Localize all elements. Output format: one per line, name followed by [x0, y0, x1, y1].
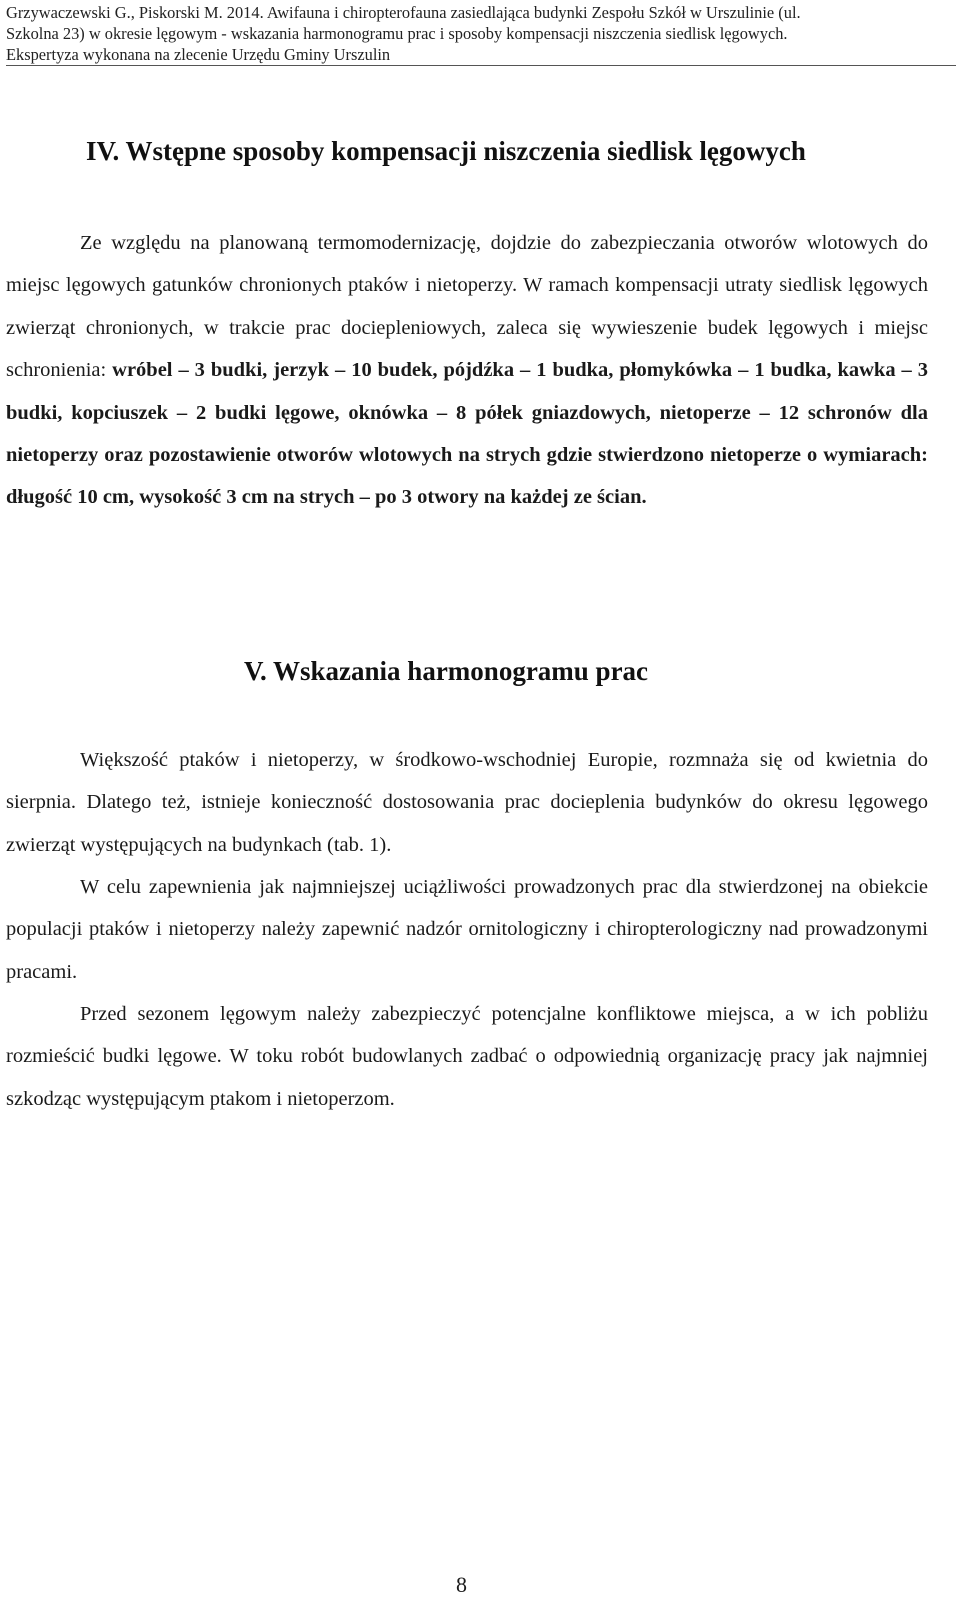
section-heading: V. Wskazania harmonogramu prac [244, 656, 649, 686]
paragraph-bold-text: wróbel – 3 budki, jerzyk – 10 budek, pójdźka – 1 budka, płomykówka – 1 budka, kawka – 3 budki, kopciuszek – 2 budki lęgowe, oknówka – 8 półek gniazdowych, nietoperze – 12 schronów dla nietoperzy oraz pozostawienie otworów wlotowych na strych gdzie stwierdzono nietoperze o wymiarach: długość 10 cm, wysokość 3 cm na strych – po 3 otwory na każdej ze ścian. [6, 359, 928, 509]
paragraph-text: Przed sezonem lęgowym należy zabezpieczyć potencjalne konfliktowe miejsca, a w ich pobliżu rozmieścić budki lęgowe. W toku robót budowlanych zadbać o odpowiednią organizację pracy jak najmniej szkodząc występującym ptakom i nietoperzom. [6, 1003, 928, 1110]
paragraph-text: W celu zapewnienia jak najmniejszej uciążliwości prowadzonych prac dla stwierdzonej na obiekcie populacji ptaków i nietoperzy należy zapewnić nadzór ornitologiczny i chiropterologiczny nad prowadzonymi pracami. [6, 876, 928, 983]
paragraph [6, 993, 928, 1120]
header-line: Szkolna 23) w okresie lęgowym - wskazania harmonogramu prac i sposoby kompensacji niszczenia siedlisk lęgowych. [6, 24, 788, 43]
paragraph-text: Większość ptaków i nietoperzy, w środkowo-wschodniej Europie, rozmnaża się od kwietnia do sierpnia. Dlatego też, istnieje konieczność dostosowania prac docieplenia budynków do okresu lęgowego zwierząt występujących na budynkach (tab. 1). [6, 749, 928, 856]
paragraph-text: Ze względu na planowaną termomodernizację, dojdzie do zabezpieczania otworów wlotowych do miejsc lęgowych gatunków chronionych ptaków i nietoperzy. W ramach kompensacji utraty siedlisk lęgowych zwierząt chronionych, w trakcie prac dociepleniowych, zaleca się wywieszenie budek lęgowych i miejsc schronienia: [6, 232, 928, 382]
header-divider [6, 65, 956, 66]
header-line: Grzywaczewski G., Piskorski M. 2014. Awifauna i chiropterofauna zasiedlająca budynki Zespołu Szkół w Urszulinie (ul. [6, 3, 801, 22]
section-heading: IV. Wstępne sposoby kompensacji niszczenia siedlisk lęgowych [86, 136, 806, 166]
paragraph [6, 739, 928, 866]
paragraph [6, 866, 928, 993]
header-line: Ekspertyza wykonana na zlecenie Urzędu Gminy Urszulin [6, 45, 391, 64]
running-header [6, 2, 956, 65]
page-number: 8 [456, 1572, 467, 1597]
paragraph [6, 222, 928, 519]
